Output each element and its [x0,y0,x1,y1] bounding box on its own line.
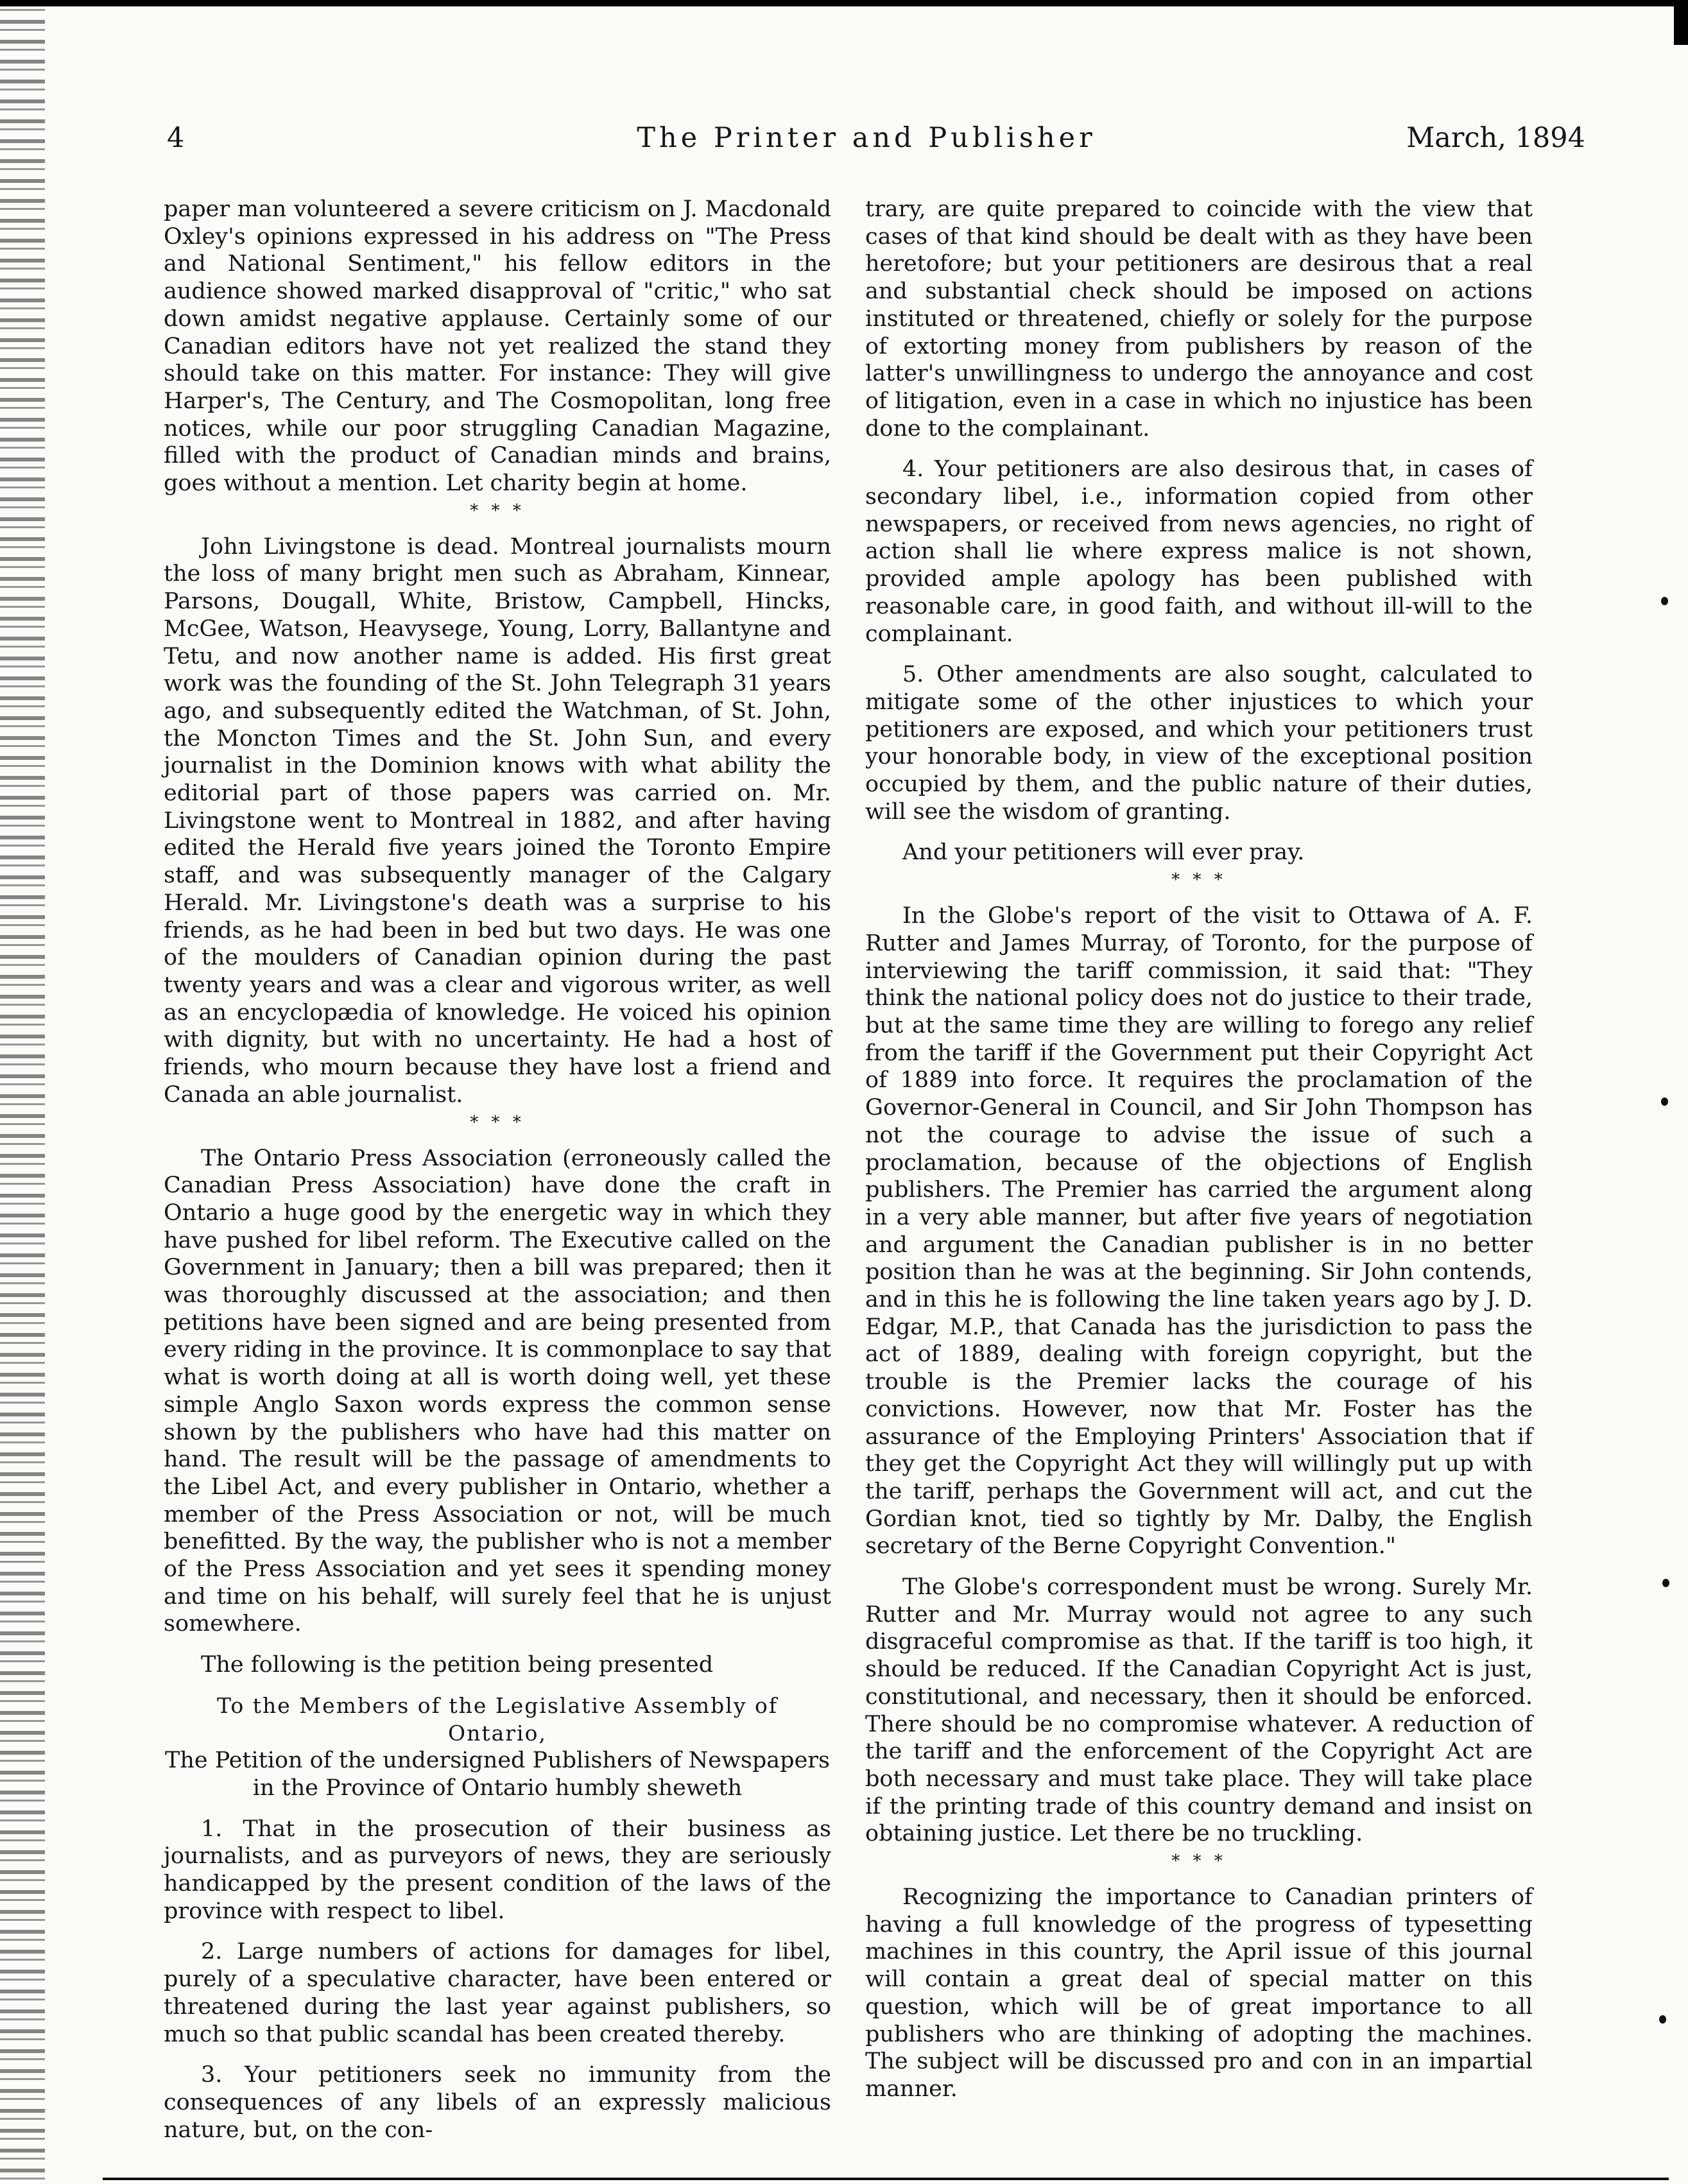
page-number: 4 [167,122,185,154]
issue-date: March, 1894 [1406,122,1585,154]
paragraph-typesetting-machines: Recognizing the importance to Canadian printers of having a full knowledge of the progress of typesetting machines in this country, the April issue of this journal will contain a great deal of special matter on this question, which will be of great importance to all publishers who are thinking of adopting the machines. The subject will be discussed pro and con in an impartial manner. [865,1884,1533,2102]
paragraph-globe-report: In the Globe's report of the visit to Ottawa of A. F. Rutter and James Murray, of Toronto, for the purpose of interviewing the tariff commission, it said that: "They think the national policy does not do justice to their trade, but at the same time they are willing to forego any relief from the tariff if the Government put their Copyright Act of 1889 into force. It requires the proclamation of the Governor-General in Council, and Sir John Thompson has not the courage to advise the issue of such a proclamation, because of the objections of English publishers. The Premier has carried the argument along in a very able manner, but after five years of negotiation and argument the Canadian publisher is in no better position than he was at the beginning. Sir John contends, and in this he is following the line taken years ago by J. D. Edgar, M.P., that Canada has the jurisdiction to pass the act of 1889, dealing with foreign copyright, but the trouble is the Premier lacks the courage of his convictions. However, now that Mr. Foster has the assurance of the Employing Printers' Association that if they get the Copyright Act they will willingly put up with the tariff, perhaps the Government will act, and cut the Gordian knot, tied so tightly by Mr. Dalby, the English secretary of the Berne Copyright Convention." [865,903,1533,1560]
section-separator: * * * [470,1112,525,1132]
paragraph-globe-correspondent: The Globe's correspondent must be wrong. Surely Mr. Rutter and Mr. Murray would not agree to any such disgraceful compromise as that. If the tariff is too high, it should be reduced. If the Canadian Copyright Act is just, constitutional, and necessary, then it should be enforced. There should be no compromise whatever. A reduction of the tariff and the enforcement of the Copyright Act are both necessary and must take place. They will take place if the printing trade of this country demand and insist on obtaining justice. Let there be no truckling. [865,1574,1533,1847]
paragraph-livingstone: John Livingstone is dead. Montreal journalists mourn the loss of many bright men such as Abraham, Kinnear, Parsons, Dougall, White, Bristow, Campbell, Hincks, McGee, Watson, Heavysege, Young, Lorry, Ballantyne and Tetu, and now another name is added. His first great work was the founding of the St. John Telegraph 31 years ago, and subsequently edited the Watchman, of St. John, the Moncton Times and the St. John Sun, and every journalist in the Dominion knows with what ability the editorial part of those papers was carried on. Mr. Livingstone went to Montreal in 1882, and after having edited the Herald five years joined the Toronto Empire staff, and was subsequently manager of the Calgary Herald. Mr. Livingstone's death was a surprise to his friends, as he had been in bed but two days. He was one of the moulders of Canadian opinion during the past twenty years and was a clear and vigorous writer, as well as an encyclopædia of knowledge. He voiced his opinion with dignity, but with no uncertainty. He had a host of friends, who mourn because they have lost a friend and Canada an able journalist. [164,533,831,1108]
petition-clause-2: 2. Large numbers of actions for damages for libel, purely of a speculative character, have been entered or threatened during the last year against publishers, so much so that public scandal has been created thereby. [164,1939,831,2047]
scan-speck-mark [1661,1097,1668,1106]
paragraph-press-association: The Ontario Press Association (erroneously called the Canadian Press Association) have done the craft in Ontario a huge good by the energetic way in which they have pushed for libel reform. The Executive called on the Government in January; then a bill was prepared; then it was thoroughly discussed at the association; and then petitions have been signed and are being presented from every riding in the province. It is commonplace to say that what is worth doing at all is worth doing well, yet these simple Anglo Saxon words express the common sense shown by the publishers who have had this matter on hand. The result will be the passage of amendments to the Libel Act, and every publisher in Ontario, whether a member of the Press Association or not, will be much benefitted. By the way, the publisher who is not a member of the Press Association and yet sees it spending money and time on his behalf, will surely feel that he is unjust somewhere. [164,1145,831,1637]
petition-preamble: The Petition of the undersigned Publishers of Newspapers in the Province of Ontario humbly sheweth [165,1748,830,1801]
scan-speck-mark [1659,2015,1666,2024]
scan-bottom-edge [103,2178,1669,2180]
scan-speck-mark [1662,1579,1669,1587]
petition-clause-5: 5. Other amendments are also sought, calculated to mitigate some of the other injustices to which your petitioners are exposed, and which your petitioners trust your honorable body, in view of the exceptional position occupied by them, and the public nature of their duties, will see the wisdom of granting. [865,662,1533,825]
page-header [148,122,1585,160]
petition-clause-1: 1. That in the prosecution of their business as journalists, and as purveyors of news, they are seriously handicapped by the present condition of the laws of the province with respect to libel. [164,1816,831,1924]
publication-title: The Printer and Publisher [637,122,1096,154]
scan-corner-mark [1674,0,1688,45]
petition-clause-3: 3. Your petitioners seek no immunity from the consequences of any libels of an expressly malicious nature, but, on the con- [164,2062,831,2143]
scan-binding-edge [0,0,45,2184]
petition-address: To the Members of the Legislative Assembly of Ontario, [216,1692,779,1746]
paragraph-petition-intro: The following is the petition being presented [201,1652,714,1678]
petition-clause-3-continued: trary, are quite prepared to coincide with the view that cases of that kind should be dealt with as they have been heretofore; but your petitioners are desirous that a real and substantial check should be imposed on actions instituted or threatened, chiefly or solely for the purpose of extorting money from publishers by reason of the latter's unwillingness to undergo the annoyance and cost of litigation, even in a case in which no injustice has been done to the complainant. [865,196,1533,442]
petition-clause-4: 4. Your petitioners are also desirous that, in cases of secondary libel, i.e., information copied from other newspapers, or received from news agencies, no right of action shall lie where express malice is not shown, provided ample apology has been published with reasonable care, in good faith, and without ill-will to the complainant. [865,456,1533,647]
scan-top-edge [0,0,1688,6]
petition-closing: And your petitioners will ever pray. [902,839,1305,866]
scan-speck-mark [1661,597,1668,605]
left-column [164,196,831,2144]
section-separator: * * * [470,501,525,520]
section-separator: * * * [1171,870,1227,890]
section-separator: * * * [1171,1852,1227,1871]
right-column [865,196,1533,2103]
paragraph-critic: paper man volunteered a severe criticism on J. Macdonald Oxley's opinions expressed in his address on "The Press and National Sentiment," his fellow editors in the audience showed marked disapproval of "critic," who sat down amidst negative applause. Certainly some of our Canadian editors have not yet realized the stand they should take on this matter. For instance: They will give Harper's, The Century, and The Cosmopolitan, long free notices, while our poor struggling Canadian Magazine, filled with the product of Canadian minds and brains, goes without a mention. Let charity begin at home. [164,196,831,497]
